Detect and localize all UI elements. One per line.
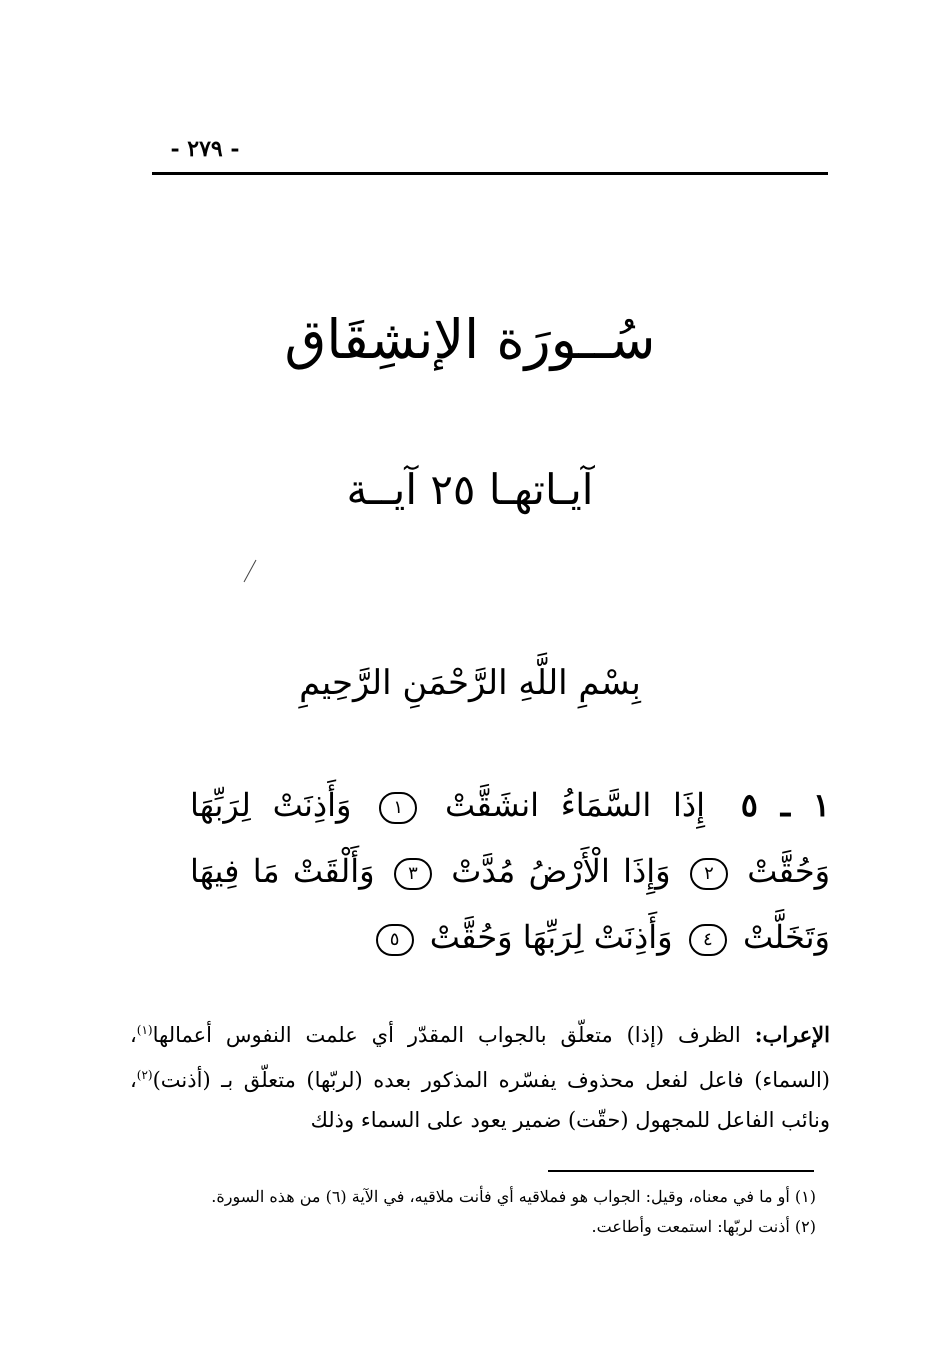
footnote-separator [548, 1170, 814, 1172]
stray-pen-mark [240, 558, 260, 584]
analysis-text: الظرف (إذا) متعلّق بالجواب المقدّر أي علمت النفوس أعمالها [152, 1023, 741, 1047]
verse-text: إِذَا السَّمَاءُ انشَقَّتْ [445, 786, 706, 824]
grammatical-analysis [130, 1010, 830, 1140]
verse-number-marker: ١ [379, 792, 417, 824]
analysis-label: الإعراب: [754, 1022, 830, 1047]
verse-number-marker: ٤ [689, 924, 727, 956]
verse-range: ١ ـ ٥ [740, 786, 831, 824]
quran-verses [190, 772, 830, 970]
surah-title: سُــورَة الإنشِقَاق [284, 308, 656, 371]
verse-number-marker: ٣ [394, 858, 432, 890]
analysis-text: ، (السماء) فاعل لفعل محذوف يفسّره المذكور بعده (لربّها) متعلّق بـ (أذنت) [130, 1023, 830, 1092]
page-number: - ٢٧٩ - [170, 136, 240, 162]
verse-number-marker: ٢ [690, 858, 728, 890]
footnote-ref: (١) [136, 1023, 153, 1037]
verse-number-marker: ٥ [376, 924, 414, 956]
footnote: (١) أو ما في معناه، وقيل: الجواب هو فملاقيه أي فأنت ملاقيه، في الآية (٦) من هذه السورة. [211, 1187, 816, 1206]
verse-text: وَأَذِنَتْ لِرَبِّهَا وَحُقَّتْ [429, 918, 673, 956]
ayah-count: آيـاتهـا ٢٥ آيــة [346, 465, 594, 514]
analysis-text: ، ونائب الفاعل للمجهول (حقّت) ضمير يعود على السماء وذلك [130, 1068, 830, 1132]
verse-text: وَإِذَا الْأَرْضُ مُدَّتْ [451, 852, 671, 890]
basmala: بِسْمِ اللَّهِ الرَّحْمَنِ الرَّحِيمِ [299, 663, 641, 703]
header-rule [152, 172, 828, 175]
footnote: (٢) أذنت لربّها: استمعت وأطاعت. [591, 1217, 816, 1236]
footnotes [120, 1182, 816, 1242]
verse-text: وَأَلْقَتْ مَا فِيهَا وَتَخَلَّتْ [190, 852, 830, 956]
footnote-ref: (٢) [136, 1068, 153, 1082]
verse-text: وَأَذِنَتْ لِرَبِّهَا وَحُقَّتْ [190, 786, 831, 890]
